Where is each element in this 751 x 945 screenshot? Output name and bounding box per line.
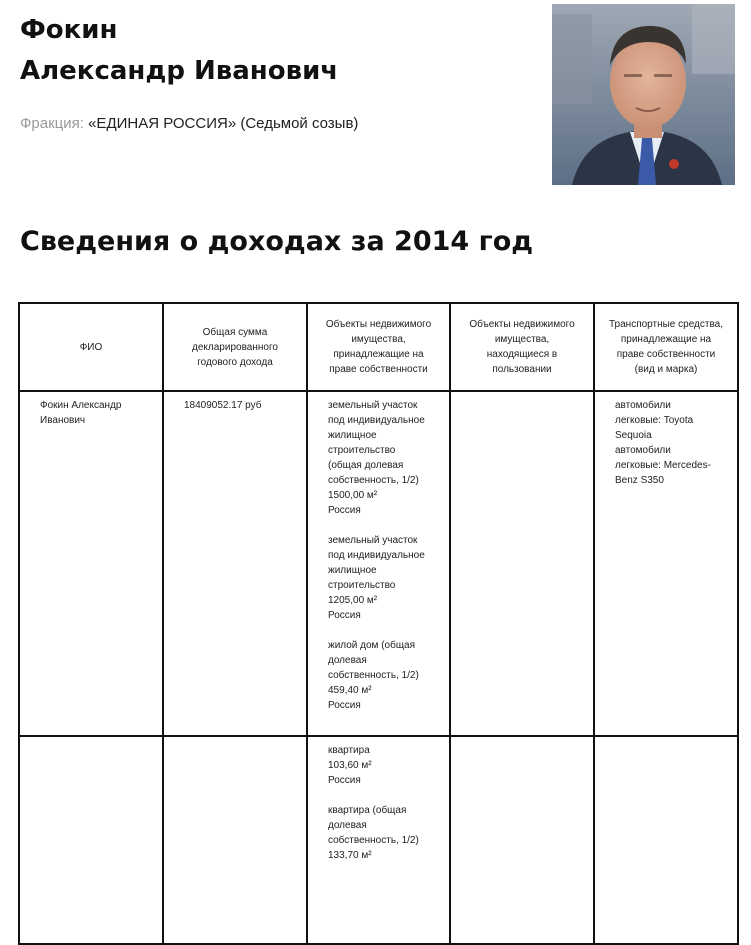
property-country: Россия bbox=[328, 610, 361, 621]
header-fio: ФИО bbox=[19, 303, 163, 391]
property-area: 133,70 м² bbox=[328, 850, 372, 861]
cell-owned-property bbox=[307, 736, 450, 944]
header-income: Общая сумма декларированного годового дохода bbox=[163, 303, 307, 391]
cell-income: 18409052.17 руб bbox=[163, 391, 307, 736]
cell-vehicles bbox=[594, 736, 738, 944]
property-country: Россия bbox=[328, 505, 361, 516]
deputy-given-names: Александр Иванович bbox=[20, 56, 339, 86]
cell-fio bbox=[19, 736, 163, 944]
property-desc: земельный участок под индивидуальное жилищное строительство (общая долевая собственность, 1/2) bbox=[328, 400, 425, 486]
property-entry bbox=[328, 398, 429, 518]
deputy-surname: Фокин bbox=[20, 15, 118, 45]
property-country: Россия bbox=[328, 700, 361, 711]
property-entry bbox=[328, 638, 429, 713]
cell-fio: Фокин Александр Иванович bbox=[19, 391, 163, 736]
property-desc: жилой дом (общая долевая собственность, 1/2) bbox=[328, 640, 419, 681]
faction-label: Фракция: bbox=[20, 115, 84, 132]
property-area: 459,40 м² bbox=[328, 685, 372, 696]
cell-used-property bbox=[450, 391, 594, 736]
faction-value: «ЕДИНАЯ РОССИЯ» (Седьмой созыв) bbox=[88, 115, 359, 132]
property-entry bbox=[328, 533, 429, 623]
property-area: 1500,00 м² bbox=[328, 490, 378, 501]
vehicle-entry: автомобили легковые: Toyota Sequoia bbox=[615, 400, 694, 441]
table-row bbox=[19, 391, 738, 736]
header-used-property: Объекты недвижимого имущества, находящиеся в пользовании bbox=[450, 303, 594, 391]
table-row bbox=[19, 736, 738, 944]
property-desc: квартира bbox=[328, 745, 370, 756]
property-area: 1205,00 м² bbox=[328, 595, 378, 606]
deputy-photo bbox=[552, 4, 735, 185]
property-desc: земельный участок под индивидуальное жилищное строительство bbox=[328, 535, 425, 591]
income-heading: Сведения о доходах за 2014 год bbox=[20, 226, 534, 257]
property-entry bbox=[328, 803, 429, 863]
cell-used-property bbox=[450, 736, 594, 944]
property-desc: квартира (общая долевая собственность, 1/2) bbox=[328, 805, 419, 846]
header-owned-property: Объекты недвижимого имущества, принадлежащие на праве собственности bbox=[307, 303, 450, 391]
cell-vehicles bbox=[594, 391, 738, 736]
header-vehicles: Транспортные средства, принадлежащие на праве собственности (вид и марка) bbox=[594, 303, 738, 391]
vehicle-entry: автомобили легковые: Mercedes-Benz S350 bbox=[615, 445, 711, 486]
cell-owned-property bbox=[307, 391, 450, 736]
cell-income bbox=[163, 736, 307, 944]
declaration-table bbox=[18, 302, 739, 945]
property-country: Россия bbox=[328, 775, 361, 786]
faction-line bbox=[20, 115, 358, 132]
property-entry bbox=[328, 743, 429, 788]
property-area: 103,60 м² bbox=[328, 760, 372, 771]
deputy-name bbox=[20, 10, 338, 92]
table-header-row bbox=[19, 303, 738, 391]
